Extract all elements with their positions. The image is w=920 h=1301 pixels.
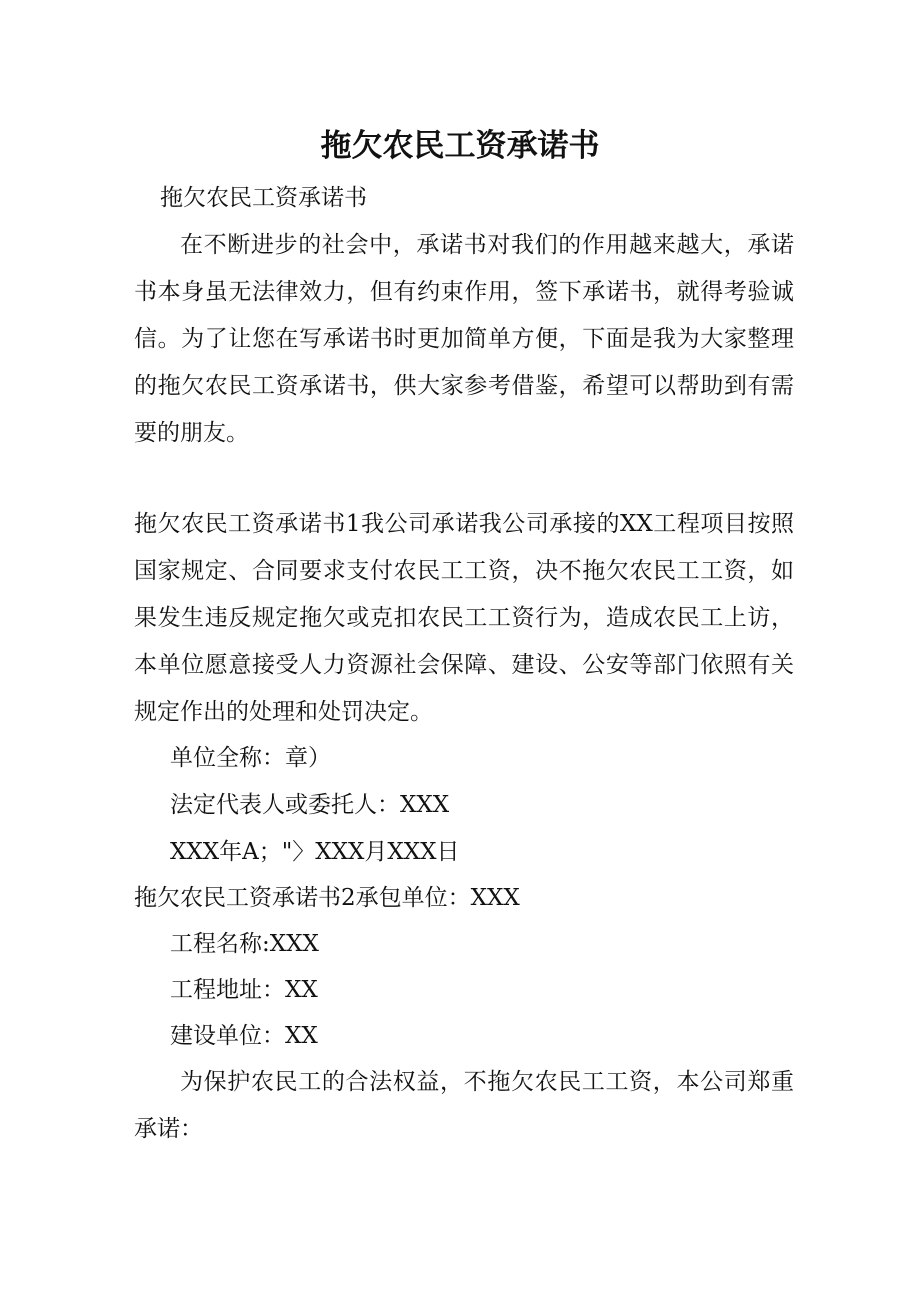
project-name-line: 工程名称:XXX [170,931,319,957]
builder-line: 建设单位：XX [170,1023,318,1049]
document-title: 拖欠农民工资承诺书 [320,128,600,164]
document-subtitle: 拖欠农民工资承诺书 [160,185,367,211]
date-line: XXX年A；"〉XXX月XXX日 [170,839,460,865]
legal-representative-line: 法定代表人或委托人：XXX [170,792,450,818]
unit-name-line: 单位全称：章） [170,745,331,771]
pledge-paragraph: 为保护农民工的合法权益，不拖欠农民工工资，本公司郑重承诺： [134,1069,794,1142]
section-2-heading: 拖欠农民工资承诺书2承包单位：XXX [134,885,520,911]
section-1-paragraph: 拖欠农民工资承诺书1我公司承诺我公司承接的XX工程项目按照国家规定、合同要求支付农民工工资，决不拖欠农民工工资，如果发生违反规定拖欠或克扣农民工工资行为，造成农民工上访，本单位愿意接受人力资源社会保障、建设、公安等部门依照有关规定作出的处理和处罚决定。 [134,511,794,725]
intro-paragraph: 在不断进步的社会中，承诺书对我们的作用越来越大，承诺书本身虽无法律效力，但有约束作用，签下承诺书，就得考验诚信。为了让您在写承诺书时更加简单方便，下面是我为大家整理的拖欠农民工资承诺书，供大家参考借鉴，希望可以帮助到有需要的朋友。 [134,232,794,446]
project-address-line: 工程地址：XX [170,977,318,1003]
